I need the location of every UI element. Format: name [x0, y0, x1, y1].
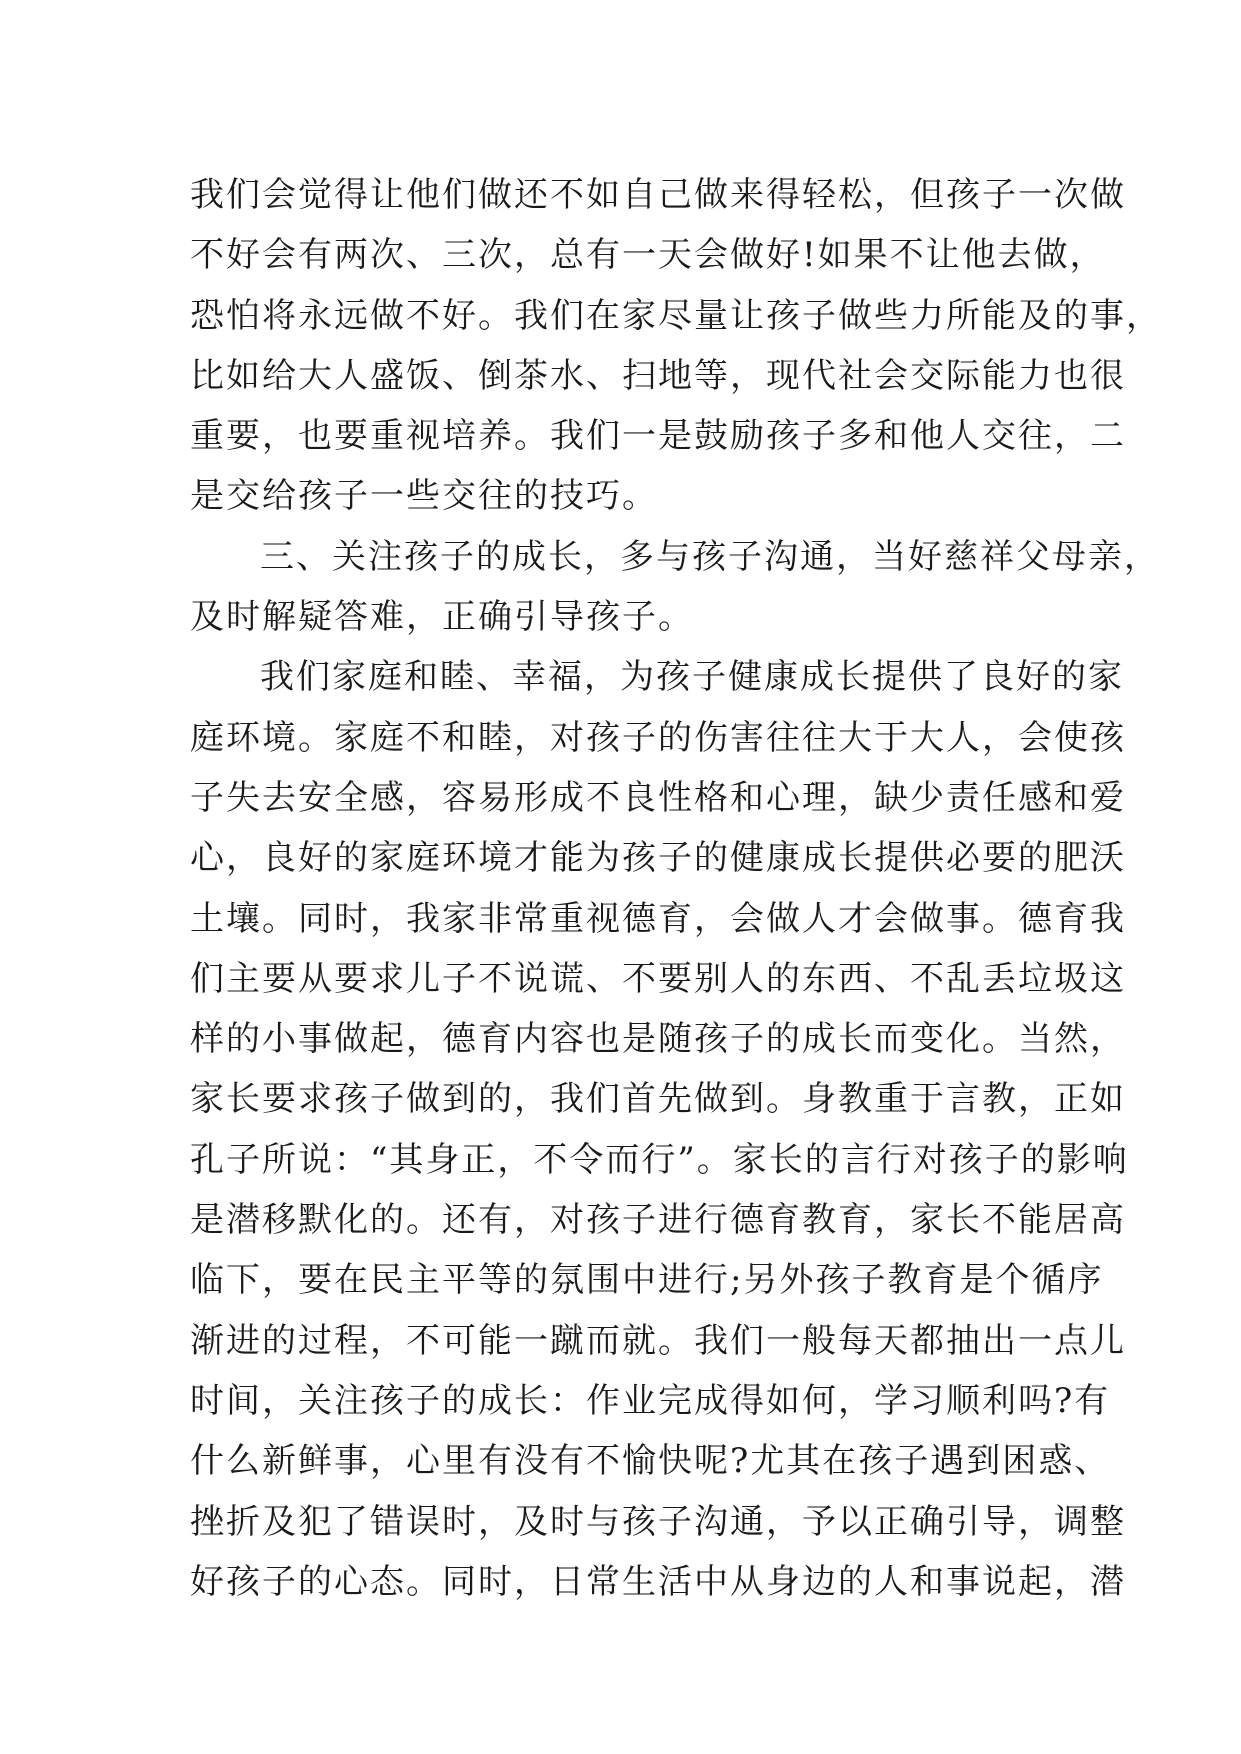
text-line: 孔子所说：“其身正，不令而行”。家长的言行对孩子的影响 — [190, 1139, 1129, 1180]
section-heading-line: 及时解疑答难，正确引导孩子。 — [190, 597, 694, 638]
text-line: 时间，关注孩子的成长：作业完成得如何，学习顺利吗?有 — [190, 1380, 1111, 1421]
text-line: 子失去安全感，容易形成不良性格和心理，缺少责任感和爱 — [190, 777, 1126, 818]
text-line: 重要，也要重视培养。我们一是鼓励孩子多和他人交往，二 — [190, 416, 1126, 457]
text-line: 们主要从要求儿子不说谎、不要别人的东西、不乱丢垃圾这 — [190, 958, 1126, 999]
text-line: 挫折及犯了错误时，及时与孩子沟通，予以正确引导，调整 — [190, 1501, 1126, 1542]
text-line: 什么新鲜事，心里有没有不愉快呢?尤其在孩子遇到困惑、 — [190, 1441, 1111, 1482]
text-line: 庭环境。家庭不和睦，对孩子的伤害往往大于大人，会使孩 — [190, 717, 1126, 758]
text-line: 比如给大人盛饭、倒茶水、扫地等，现代社会交际能力也很 — [190, 355, 1126, 396]
text-line: 是交给孩子一些交往的技巧。 — [190, 476, 658, 517]
body-text — [190, 165, 1162, 1612]
text-line: 我们会觉得让他们做还不如自己做来得轻松，但孩子一次做 — [190, 175, 1126, 215]
text-line: 恐怕将永远做不好。我们在家尽量让孩子做些力所能及的事， — [190, 295, 1162, 336]
text-line: 样的小事做起，德育内容也是随孩子的成长而变化。当然， — [190, 1019, 1126, 1060]
paragraph-start-line: 我们家庭和睦、幸福，为孩子健康成长提供了良好的家 — [260, 657, 1124, 698]
section-heading-line: 三、关注孩子的成长，多与孩子沟通，当好慈祥父母亲， — [260, 536, 1160, 577]
text-line: 土壤。同时，我家非常重视德育，会做人才会做事。德育我 — [190, 898, 1126, 939]
text-line: 家长要求孩子做到的，我们首先做到。身教重于言教，正如 — [190, 1079, 1126, 1120]
text-line: 是潜移默化的。还有，对孩子进行德育教育，家长不能居高 — [190, 1200, 1126, 1241]
text-line: 渐进的过程，不可能一蹴而就。我们一般每天都抽出一点儿 — [190, 1320, 1126, 1361]
text-line: 临下，要在民主平等的氛围中进行;另外孩子教育是个循序 — [190, 1260, 1104, 1301]
text-line: 好孩子的心态。同时，日常生活中从身边的人和事说起，潜 — [190, 1561, 1126, 1602]
text-line: 心，良好的家庭环境才能为孩子的健康成长提供必要的肥沃 — [190, 838, 1126, 879]
text-line: 不好会有两次、三次，总有一天会做好!如果不让他去做， — [190, 235, 1106, 276]
